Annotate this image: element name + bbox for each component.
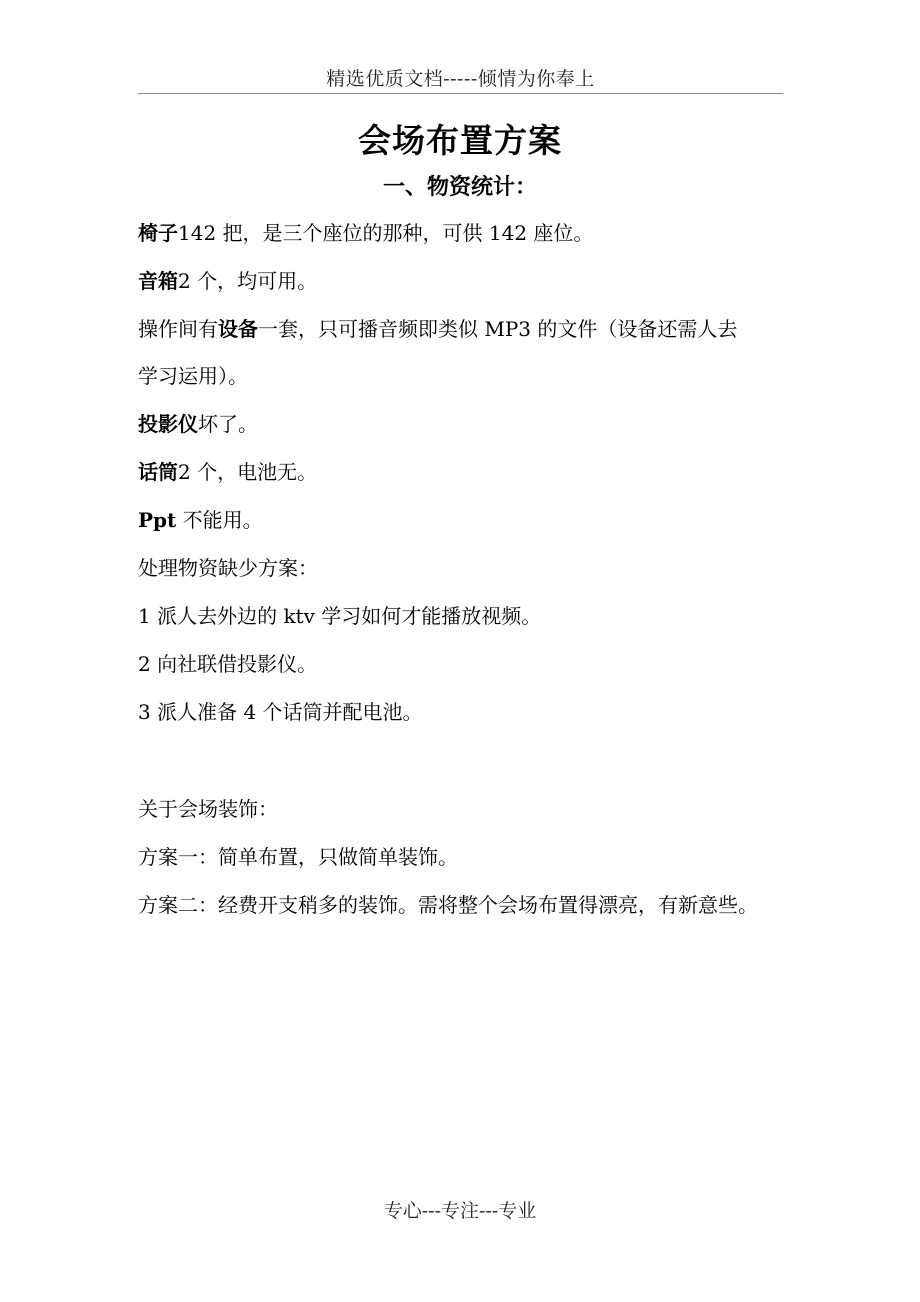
item-microphone-text: 2 个，电池无。 (178, 460, 318, 484)
item-ppt-text: 不能用。 (176, 508, 263, 532)
document-title: 会场布置方案 (358, 121, 562, 160)
item-speakers-text: 2 个，均可用。 (178, 269, 318, 293)
page-footer: 专心---专注---专业 (383, 1200, 537, 1222)
item-equipment-prefix: 操作间有 (138, 317, 218, 341)
item-projector-label: 投影仪 (138, 412, 198, 436)
solutions-heading: 处理物资缺少方案： (138, 556, 318, 580)
solution-item-3: 3 派人准备 4 个话筒并配电池。 (138, 700, 423, 724)
solution-item-2: 2 向社联借投影仪。 (138, 652, 318, 676)
item-equipment-label: 设备 (218, 317, 258, 341)
item-microphone (138, 458, 317, 486)
item-ppt-label: Ppt (138, 508, 177, 532)
item-chairs-text: 142 把，是三个座位的那种，可供 142 座位。 (178, 221, 594, 245)
item-projector (138, 410, 258, 438)
item-microphone-label: 话筒 (138, 460, 178, 484)
item-speakers (138, 267, 317, 295)
page-header: 精选优质文档-----倾情为你奉上 (326, 68, 595, 90)
solution-item-1: 1 派人去外边的 ktv 学习如何才能播放视频。 (138, 604, 542, 628)
item-projector-text: 坏了。 (198, 412, 258, 436)
item-chairs-label: 椅子 (138, 221, 178, 245)
section-heading-inventory: 一、物资统计： (382, 174, 537, 200)
item-ppt (138, 506, 263, 534)
decoration-plan-1: 方案一：简单布置，只做简单装饰。 (138, 845, 458, 869)
item-speakers-label: 音箱 (138, 269, 178, 293)
item-equipment-text: 一套，只可播音频即类似 MP3 的文件（设备还需人去 (258, 317, 738, 341)
item-equipment-continued: 学习运用）。 (138, 364, 248, 388)
decoration-plan-2: 方案二：经费开支稍多的装饰。需将整个会场布置得漂亮，有新意些。 (138, 893, 758, 917)
decoration-heading: 关于会场装饰： (138, 797, 278, 821)
header-divider (138, 93, 783, 94)
item-equipment (138, 315, 737, 343)
item-chairs (138, 219, 593, 247)
